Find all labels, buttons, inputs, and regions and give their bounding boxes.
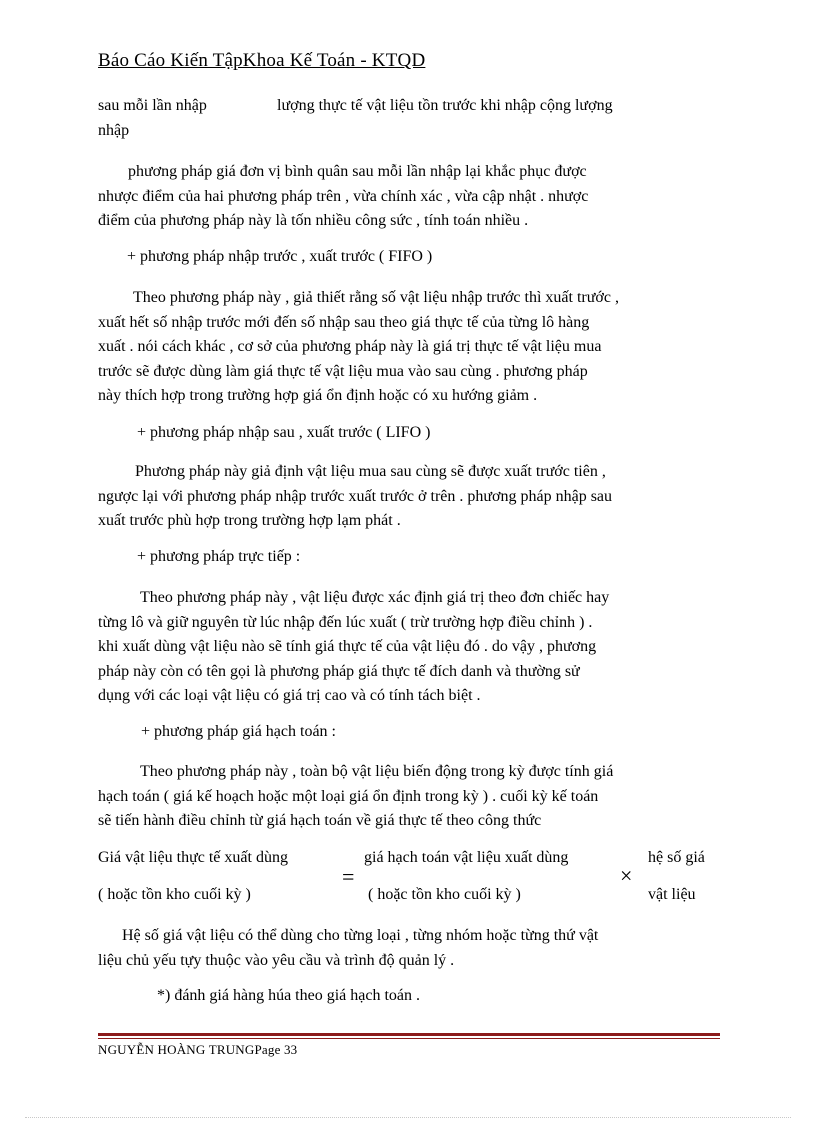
formula-middle-line-1: giá hạch toán vật liệu xuất dùng bbox=[364, 849, 569, 866]
text-line: trước sẽ được dùng làm giá thực tế vật liệu mua vào sau cùng . phương pháp bbox=[98, 362, 588, 380]
paragraph-average-method bbox=[98, 160, 723, 234]
text-line: pháp này còn có tên gọi là phương pháp giá thực tế đích danh và thường sử bbox=[98, 662, 580, 680]
formula-multiply-sign: × bbox=[620, 863, 633, 888]
intro-line-2: nhập bbox=[98, 122, 130, 139]
text-line: từng lô và giữ nguyên từ lúc nhập đến lúc xuất ( trừ trường hợp điều chỉnh ) . bbox=[98, 613, 593, 631]
page-bottom-divider bbox=[25, 1117, 791, 1118]
formula-middle-line-2: ( hoặc tồn kho cuối kỳ ) bbox=[368, 886, 521, 903]
bullet-accounting-price: + phương pháp giá hạch toán : bbox=[141, 723, 336, 740]
text-line: Phương pháp này giả định vật liệu mua sau cùng sẽ được xuất trước tiên , bbox=[135, 463, 606, 480]
intro-line-1b: lượng thực tế vật liệu tồn trước khi nhập cộng lượng bbox=[277, 97, 613, 114]
text-line: điểm của phương pháp này là tốn nhiều công sức , tính toán nhiều . bbox=[98, 212, 529, 229]
intro-line-1a: sau mỗi lần nhập bbox=[98, 97, 207, 114]
text-line: sẽ tiến hành điều chỉnh từ giá hạch toán về giá thực tế theo công thức bbox=[98, 812, 542, 829]
paragraph-price-coefficient bbox=[98, 924, 723, 973]
bullet-lifo: + phương pháp nhập sau , xuất trước ( LIFO ) bbox=[137, 424, 431, 441]
paragraph-accounting-price bbox=[98, 760, 723, 834]
text-line: dụng với các loại vật liệu có giá trị cao và có tính tách biệt . bbox=[98, 687, 481, 704]
formula-left-line-2: ( hoặc tồn kho cuối kỳ ) bbox=[98, 886, 251, 903]
formula-right-line-2: vật liệu bbox=[648, 886, 696, 903]
text-line: Hệ số giá vật liệu có thể dùng cho từng loại , từng nhóm hoặc từng thứ vật bbox=[122, 927, 599, 944]
footer-rule-thin bbox=[98, 1038, 720, 1039]
text-line: xuất . nói cách khác , cơ sở của phương pháp này là giá trị thực tế vật liệu mua bbox=[98, 338, 602, 355]
text-line: hạch toán ( giá kế hoạch hoặc một loại giá ổn định trong kỳ ) . cuối kỳ kế toán bbox=[98, 787, 599, 805]
bullet-direct: + phương pháp trực tiếp : bbox=[137, 548, 301, 565]
text-line: phương pháp giá đơn vị bình quân sau mỗi lần nhập lại khắc phục được bbox=[128, 163, 587, 180]
subsection-heading: *) đánh giá hàng húa theo giá hạch toán . bbox=[157, 987, 421, 1004]
bullet-fifo: + phương pháp nhập trước , xuất trước ( FIFO ) bbox=[127, 248, 433, 265]
text-line: xuất trước phù hợp trong trường hợp lạm phát . bbox=[98, 512, 401, 529]
text-line: này thích hợp trong trường hợp giá ổn định hoặc có xu hướng giảm . bbox=[98, 387, 538, 404]
footer-rule-thick bbox=[98, 1033, 720, 1036]
text-line: Theo phương pháp này , giả thiết rằng số vật liệu nhập trước thì xuất trước , bbox=[133, 289, 619, 306]
paragraph-lifo bbox=[98, 460, 723, 534]
text-line: liệu chủ yếu tựy thuộc vào yêu cầu và trình độ quản lý . bbox=[98, 951, 455, 969]
page-footer: NGUYỄN HOÀNG TRUNGPage 33 bbox=[98, 1042, 298, 1057]
formula-equals-sign: = bbox=[342, 864, 355, 889]
page-header: Báo Cáo Kiến TậpKhoa Kế Toán - KTQD bbox=[98, 50, 426, 71]
text-line: xuất hết số nhập trước mới đến số nhập sau theo giá thực tế của từng lô hàng bbox=[98, 313, 590, 331]
text-line: nhược điểm của hai phương pháp trên , vừa chính xác , vừa cập nhật . nhược bbox=[98, 187, 589, 205]
text-line: Theo phương pháp này , vật liệu được xác định giá trị theo đơn chiếc hay bbox=[140, 589, 610, 606]
paragraph-direct bbox=[98, 586, 723, 709]
text-line: Theo phương pháp này , toàn bộ vật liệu biến động trong kỳ được tính giá bbox=[140, 763, 614, 780]
formula-right-line-1: hệ số giá bbox=[648, 849, 705, 866]
text-line: ngược lại với phương pháp nhập trước xuất trước ở trên . phương pháp nhập sau bbox=[98, 487, 613, 505]
formula-left-line-1: Giá vật liệu thực tế xuất dùng bbox=[98, 849, 288, 866]
text-line: khi xuất dùng vật liệu nào sẽ tính giá thực tế của vật liệu đó . do vậy , phương bbox=[98, 638, 597, 655]
paragraph-fifo bbox=[98, 286, 723, 409]
